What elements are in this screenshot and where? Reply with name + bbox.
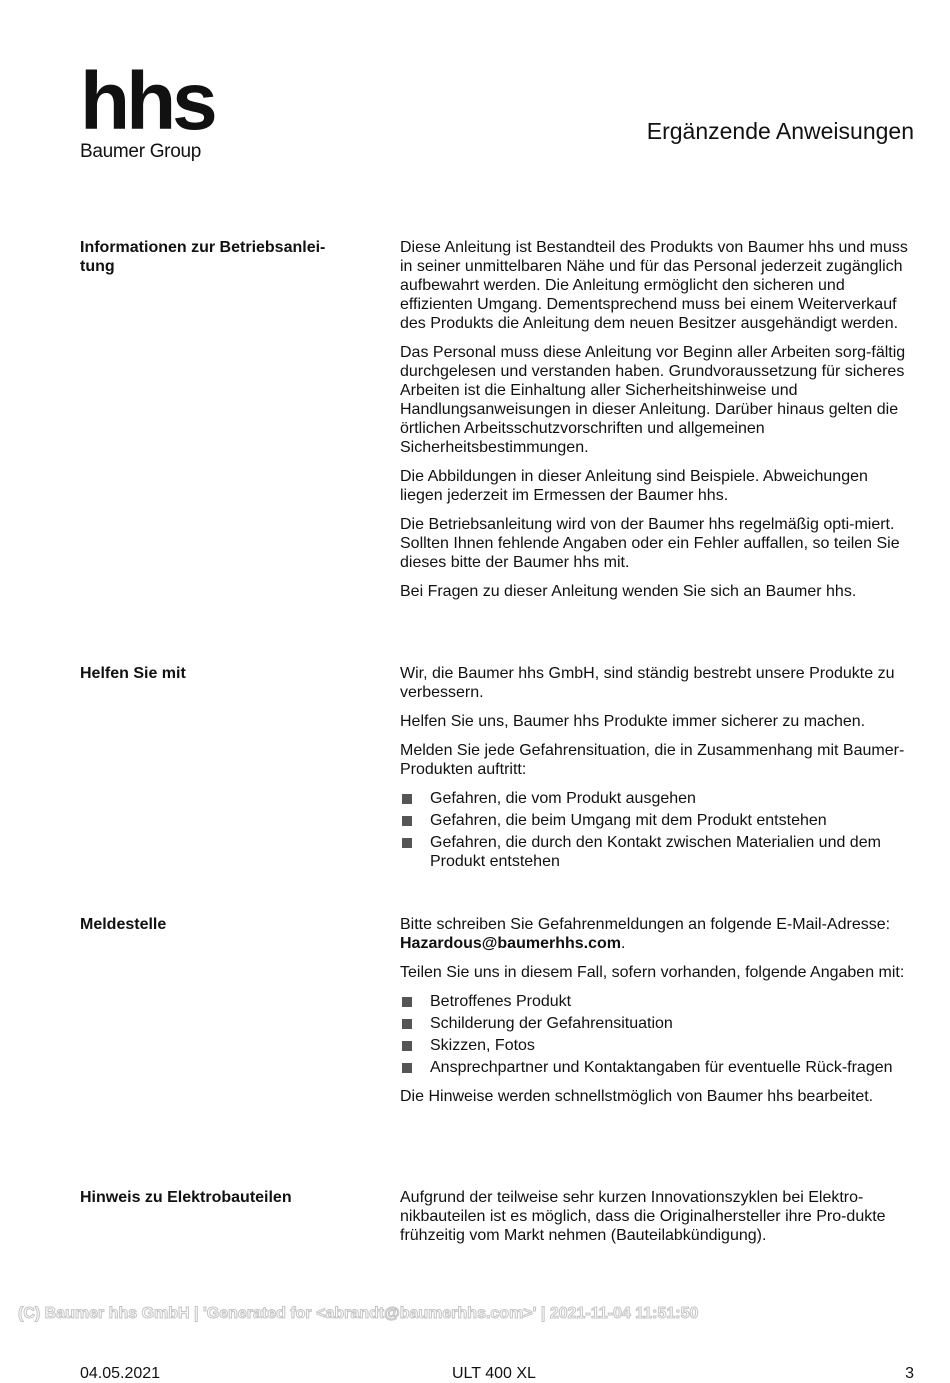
list-item: Schilderung der Gefahrensituation	[400, 1014, 914, 1033]
paragraph: Teilen Sie uns in diesem Fall, sofern vorhanden, folgende Angaben mit:	[400, 964, 905, 981]
copyright-watermark: (C) Baumer hhs GmbH | 'Generated for <abrandt@baumerhhs.com>' | 2021-11-04 11:51:50	[18, 1305, 699, 1322]
paragraph: Helfen Sie uns, Baumer hhs Produkte immer sicherer zu machen.	[400, 713, 866, 730]
paragraph: Wir, die Baumer hhs GmbH, sind ständig bestrebt unsere Produkte zu verbessern.	[400, 665, 895, 701]
email-link[interactable]: Hazardous@baumerhhs.com	[400, 935, 621, 952]
square-bullet-icon	[402, 838, 412, 848]
logo-mark: hhs	[80, 56, 214, 147]
list-item: Gefahren, die beim Umgang mit dem Produkt entstehen	[400, 811, 914, 830]
footer-date: 04.05.2021	[80, 1365, 161, 1382]
section-label: Informationen zur Betriebsanlei- tung	[80, 239, 326, 275]
paragraph: Bitte schreiben Sie Gefahrenmeldungen an folgende E-Mail-Adresse: Hazardous@baumerhhs.com.	[400, 916, 891, 952]
square-bullet-icon	[402, 1041, 412, 1051]
section-label: Helfen Sie mit	[80, 665, 186, 682]
list-item: Skizzen, Fotos	[400, 1036, 914, 1055]
square-bullet-icon	[402, 1063, 412, 1073]
list-item: Gefahren, die vom Produkt ausgehen	[400, 789, 914, 808]
section-body	[400, 915, 914, 1116]
details-list	[400, 992, 914, 1077]
paragraph: Bei Fragen zu dieser Anleitung wenden Sie sich an Baumer hhs.	[400, 583, 857, 600]
paragraph: Melden Sie jede Gefahrensituation, die in Zusammenhang mit Baumer-Produkten auftritt:	[400, 742, 905, 778]
hazard-list	[400, 789, 914, 871]
logo-subtitle: Baumer Group	[80, 141, 202, 162]
list-item: Ansprechpartner und Kontaktangaben für eventuelle Rück-fragen	[400, 1058, 914, 1077]
paragraph: Die Abbildungen in dieser Anleitung sind Beispiele. Abweichungen liegen jederzeit im Ermessen der Baumer hhs.	[400, 468, 868, 504]
page-number: 3	[905, 1365, 914, 1382]
section-body	[400, 1188, 914, 1255]
square-bullet-icon	[402, 794, 412, 804]
paragraph: Aufgrund der teilweise sehr kurzen Innovationszyklen bei Elektro-nikbauteilen ist es möglich, dass die Originalhersteller ihre Pro-dukte frühzeitig vom Markt nehmen (Bauteilabkündigung).	[400, 1189, 886, 1244]
section-body	[400, 664, 914, 881]
square-bullet-icon	[402, 816, 412, 826]
section-body	[400, 238, 914, 611]
paragraph: Das Personal muss diese Anleitung vor Beginn aller Arbeiten sorg-fältig durchgelesen und verstanden haben. Grundvoraussetzung für sicheres Arbeiten ist die Einhaltung aller Sicherheitshinweise und Handlungsanweisungen in dieser Anleitung. Darüber hinaus gelten die örtlichen Arbeitsschutzvorschriften und allgemeinen Sicherheitsbestimmungen.	[400, 344, 906, 456]
paragraph: Die Hinweise werden schnellstmöglich von Baumer hhs bearbeitet.	[400, 1088, 874, 1105]
footer-model: ULT 400 XL	[452, 1365, 536, 1382]
square-bullet-icon	[402, 1019, 412, 1029]
section-label: Meldestelle	[80, 916, 167, 933]
paragraph: Diese Anleitung ist Bestandteil des Produkts von Baumer hhs und muss in seiner unmittelbaren Nähe und für das Personal jederzeit zugänglich aufbewahrt werden. Die Anleitung ermöglicht den sicheren und effizienten Umgang. Dementsprechend muss bei einem Weiterverkauf des Produkts die Anleitung dem neuen Besitzer ausgehändigt werden.	[400, 239, 908, 332]
page-title: Ergänzende Anweisungen	[646, 118, 914, 144]
list-item: Gefahren, die durch den Kontakt zwischen Materialien und dem Produkt entstehen	[400, 833, 914, 871]
list-item: Betroffenes Produkt	[400, 992, 914, 1011]
company-logo	[80, 56, 220, 163]
section-label: Hinweis zu Elektrobauteilen	[80, 1189, 292, 1206]
square-bullet-icon	[402, 997, 412, 1007]
paragraph: Die Betriebsanleitung wird von der Baumer hhs regelmäßig opti-miert. Sollten Ihnen fehlende Angaben oder ein Fehler auffallen, so teilen Sie dieses bitte der Baumer hhs mit.	[400, 516, 900, 571]
